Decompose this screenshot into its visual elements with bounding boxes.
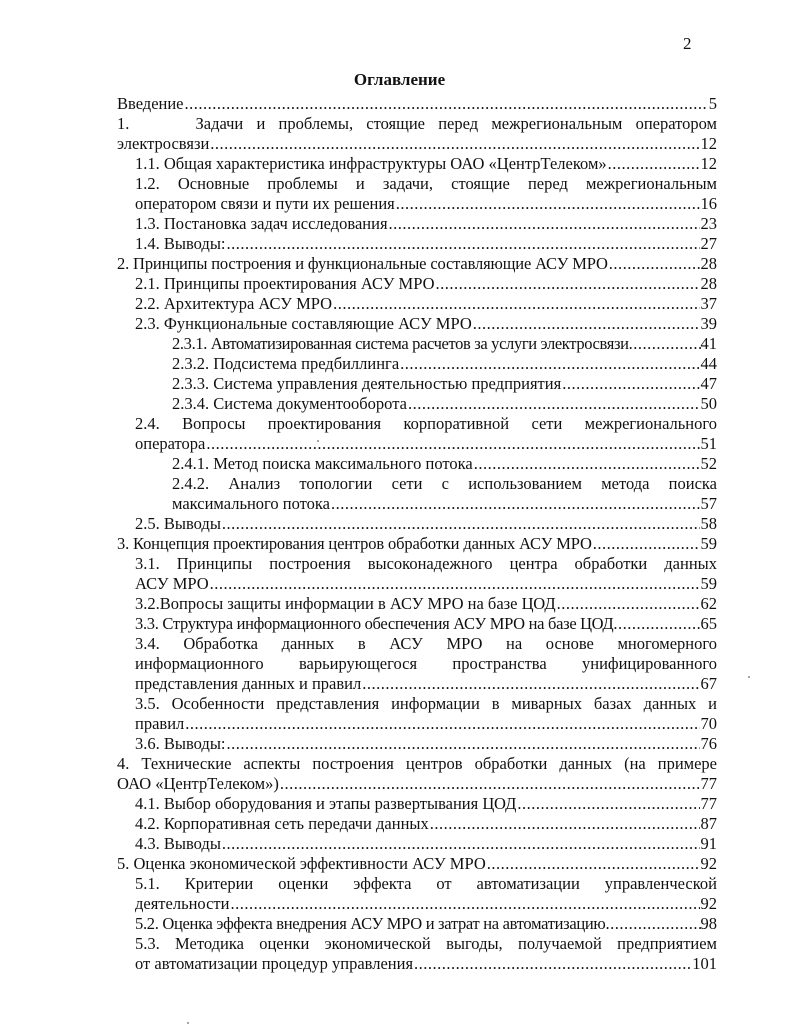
toc-entry-title-line: 3.5. Особенности представления информации в миварных базах данных и (135, 694, 717, 713)
toc-page-number: 12 (700, 134, 717, 153)
toc-entry[interactable] (117, 254, 717, 274)
toc-entry[interactable] (117, 114, 717, 154)
toc-entry[interactable] (117, 754, 717, 794)
toc-entry[interactable] (117, 234, 717, 254)
toc-entry[interactable] (117, 834, 717, 854)
toc-entry-title: максимального потока (172, 494, 330, 513)
toc-page-number: 37 (700, 294, 717, 313)
leader-dots (605, 914, 700, 934)
leader-dots (185, 94, 708, 114)
toc-entry[interactable] (117, 214, 717, 234)
toc-page-number: 77 (700, 774, 717, 793)
toc-entry-title-line: 3.4. Обработка данных в АСУ МРО на основе многомерного (135, 634, 717, 653)
toc-page-number: 65 (700, 614, 717, 633)
leader-dots (562, 374, 699, 394)
toc-page-number: 59 (700, 574, 717, 593)
leader-dots (226, 734, 699, 754)
leader-dots (206, 434, 699, 454)
toc-entry-title: представления данных и правил (135, 674, 362, 693)
toc-entry-title-line: 5.1. Критерии оценки эффекта от автоматизации управленческой (135, 874, 717, 893)
toc-page-number: 92 (700, 894, 717, 913)
toc-entry[interactable] (117, 914, 717, 934)
toc-page-number: 28 (700, 274, 717, 293)
leader-dots (613, 614, 700, 634)
leader-dots (389, 214, 700, 234)
toc-page-number: 16 (700, 194, 717, 213)
leader-dots (226, 234, 699, 254)
toc-page-number: 50 (700, 394, 717, 413)
toc-entry[interactable] (117, 734, 717, 754)
toc-page-number: 76 (700, 734, 717, 753)
leader-dots (400, 354, 699, 374)
toc-page-number: 47 (700, 374, 717, 393)
toc-entry[interactable] (117, 314, 717, 334)
toc-page-number: 51 (700, 434, 717, 453)
toc-entry[interactable] (117, 694, 717, 734)
toc-entry[interactable] (117, 634, 717, 694)
toc-entry-title: электросвязи (117, 134, 210, 153)
leader-dots (333, 294, 699, 314)
toc-entry-title: 2.2. Архитектура АСУ МРО (135, 294, 333, 313)
toc-entry[interactable] (117, 374, 717, 394)
leader-dots (396, 194, 700, 214)
toc-entry-title: ОАО «ЦентрТелеком») (117, 774, 279, 793)
toc-page-number: 5 (708, 94, 717, 113)
toc-entry[interactable] (117, 394, 717, 414)
scan-speck (748, 676, 750, 678)
leader-dots (362, 674, 699, 694)
leader-dots (408, 394, 700, 414)
leader-dots (210, 574, 700, 594)
leader-dots (609, 254, 700, 274)
toc-entry-title: 3.3. Структура информационного обеспечения АСУ МРО на базе ЦОД (135, 614, 614, 633)
toc-entry-title: 5.2. Оценка эффекта внедрения АСУ МРО и затрат на автоматизацию (135, 914, 606, 933)
toc-entry-title: АСУ МРО (135, 574, 209, 593)
toc-page-number: 23 (700, 214, 717, 233)
toc-entry-title-line: 3.1. Принципы построения высоконадежного центра обработки данных (135, 554, 717, 573)
toc-page-number: 28 (700, 254, 717, 273)
toc-page-number: 59 (700, 534, 717, 553)
leader-dots (629, 334, 701, 354)
leader-dots (280, 774, 700, 794)
toc-entry-title: оператора (135, 434, 206, 453)
toc-entry[interactable] (117, 534, 717, 554)
toc-page-number: 98 (700, 914, 717, 933)
toc-entry-title: 3.2.Вопросы защиты информации в АСУ МРО на базе ЦОД (135, 594, 556, 613)
toc-entry[interactable] (117, 554, 717, 594)
leader-dots (608, 154, 700, 174)
scan-speck (317, 440, 319, 442)
toc-entry-title: 3. Концепция проектирования центров обработки данных АСУ МРО (117, 534, 592, 553)
toc-entry-title: 3.6. Выводы: (135, 734, 226, 753)
toc-entry-title: 2.3.2. Подсистема предбиллинга (172, 354, 400, 373)
toc-entry-title: 2.5. Выводы (135, 514, 221, 533)
toc-entry[interactable] (117, 934, 717, 974)
leader-dots (430, 814, 700, 834)
toc-entry[interactable] (117, 514, 717, 534)
toc-entry-title: 2.3.4. Система документооборота (172, 394, 407, 413)
toc-entry-title: правил (135, 714, 185, 733)
toc-entry[interactable] (117, 334, 717, 354)
toc-entry[interactable] (117, 274, 717, 294)
toc-page-number: 62 (700, 594, 717, 613)
toc-entry-title: 2.3.3. Система управления деятельностью предприятия (172, 374, 562, 393)
leader-dots (517, 794, 699, 814)
toc-entry-title: Введение (117, 94, 184, 113)
toc-entry-title: 4.3. Выводы (135, 834, 221, 853)
leader-dots (222, 834, 700, 854)
toc-page-number: 41 (700, 334, 717, 353)
toc-entry-title: 4.2. Корпоративная сеть передачи данных (135, 814, 429, 833)
toc-entry[interactable] (117, 174, 717, 214)
toc-page-number: 91 (700, 834, 717, 853)
toc-entry-title-line: информационного варьирующегося пространства унифицированного (135, 654, 717, 673)
toc-page-number: 27 (700, 234, 717, 253)
toc-entry-title: 2.1. Принципы проектирования АСУ МРО (135, 274, 435, 293)
toc-entry[interactable] (117, 354, 717, 374)
toc-entry-title: 2.3.1. Автоматизированная система расчетов за услуги электросвязи (172, 334, 629, 353)
toc-entry-title-line: 4. Технические аспекты построения центров обработки данных (на примере (117, 754, 717, 773)
toc-entry-title: 2.3. Функциональные составляющие АСУ МРО (135, 314, 472, 333)
toc-entry-title-line: 5.3. Методика оценки экономической выгоды, получаемой предприятием (135, 934, 717, 953)
toc-page-number: 87 (700, 814, 717, 833)
toc-entry-title: 2.4.1. Метод поиска максимального потока (172, 454, 473, 473)
toc-entry-title: оператором связи и пути их решения (135, 194, 395, 213)
toc-entry-title-line: 1.2. Основные проблемы и задачи, стоящие перед межрегиональным (135, 174, 717, 193)
toc-page-number: 77 (700, 794, 717, 813)
toc-page-number: 70 (700, 714, 717, 733)
toc-page-number: 44 (700, 354, 717, 373)
toc-entry[interactable] (117, 474, 717, 514)
toc-entry-title-line: 2.4.2. Анализ топологии сети с использованием метода поиска (172, 474, 717, 493)
toc-entry[interactable] (117, 814, 717, 834)
toc-entry[interactable] (117, 854, 717, 874)
toc-entry[interactable] (117, 94, 717, 114)
leader-dots (222, 514, 700, 534)
toc-entry-title: 1.3. Постановка задач исследования (135, 214, 388, 233)
leader-dots (557, 594, 700, 614)
toc-entry[interactable] (117, 874, 717, 914)
leader-dots (230, 894, 699, 914)
leader-dots (473, 314, 700, 334)
toc-entry[interactable] (117, 414, 717, 454)
leader-dots (487, 854, 700, 874)
toc-title: Оглавление (353, 70, 446, 89)
leader-dots (414, 954, 691, 974)
toc-page-number: 67 (700, 674, 717, 693)
toc-entry-title: 1.1. Общая характеристика инфраструктуры ОАО «ЦентрТелеком» (135, 154, 607, 173)
leader-dots (210, 134, 699, 154)
toc-page-number: 101 (692, 954, 717, 973)
toc-entry[interactable] (117, 154, 717, 174)
toc-entry-title: 1.4. Выводы: (135, 234, 226, 253)
toc-entry-title: от автоматизации процедур управления (135, 954, 414, 973)
toc-entry[interactable] (117, 454, 717, 474)
toc-page-number: 57 (700, 494, 717, 513)
table-of-contents (117, 94, 717, 974)
toc-page-number: 58 (700, 514, 717, 533)
leader-dots (474, 454, 700, 474)
page-number: 2 (683, 34, 692, 53)
toc-entry-title: 2. Принципы построения и функциональные составляющие АСУ МРО (117, 254, 608, 273)
toc-entry[interactable] (117, 294, 717, 314)
toc-page-number: 12 (700, 154, 717, 173)
toc-entry-title: 4.1. Выбор оборудования и этапы развертывания ЦОД (135, 794, 517, 813)
toc-entry-title: деятельности (135, 894, 230, 913)
toc-entry[interactable] (117, 794, 717, 814)
toc-entry[interactable] (117, 614, 717, 634)
leader-dots (593, 534, 700, 554)
toc-entry[interactable] (117, 594, 717, 614)
toc-entry-title: 5. Оценка экономической эффективности АСУ МРО (117, 854, 486, 873)
toc-page-number: 92 (700, 854, 717, 873)
toc-entry-title-line: 1. Задачи и проблемы, стоящие перед межрегиональным оператором (117, 114, 717, 133)
leader-dots (185, 714, 699, 734)
toc-page-number: 52 (700, 454, 717, 473)
leader-dots (331, 494, 700, 514)
toc-page-number: 39 (700, 314, 717, 333)
toc-entry-title-line: 2.4. Вопросы проектирования корпоративной сети межрегионального (135, 414, 717, 433)
leader-dots (436, 274, 700, 294)
scan-speck (187, 1022, 189, 1024)
